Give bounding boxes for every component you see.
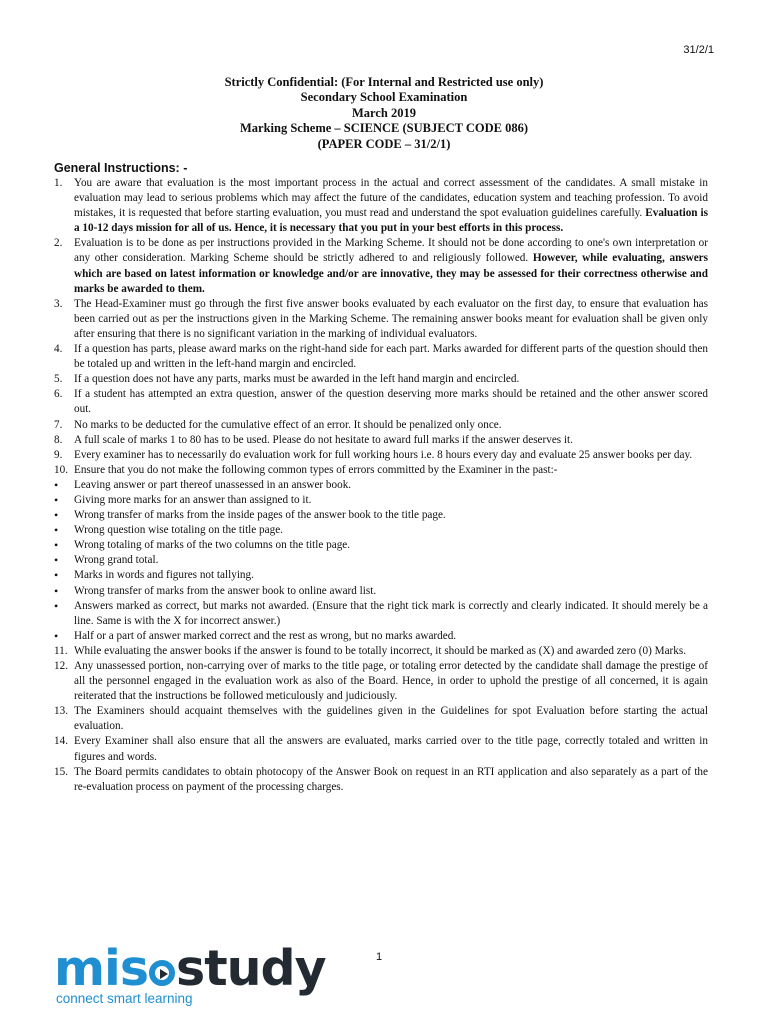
instruction-text (74, 704, 708, 734)
instruction-body: Wrong transfer of marks from the answer book to online award list. (74, 584, 377, 597)
logo-text-miso: mis (54, 940, 149, 997)
instruction-body: Half or a part of answer marked correct and the rest as wrong, but no marks awarded. (74, 629, 457, 642)
bullet-item (54, 629, 708, 644)
bullet-item (54, 599, 708, 629)
item-number: 12. (54, 660, 68, 672)
bullet-item (54, 553, 708, 568)
bullet-marker: • (54, 477, 59, 492)
instruction-text (74, 342, 708, 372)
instruction-text (74, 448, 708, 463)
item-number: 13. (54, 705, 68, 718)
instruction-item (54, 372, 708, 387)
bullet-marker: • (54, 523, 59, 538)
instruction-body: A full scale of marks 1 to 80 has to be used. Please do not hesitate to award full marks if the answer deserves it. (74, 433, 573, 446)
item-number: 1. (54, 177, 63, 189)
instruction-text (74, 418, 708, 433)
instruction-body: Marks in words and figures not tallying. (74, 569, 254, 582)
instruction-body: Every examiner has to necessarily do evaluation work for full working hours i.e. 8 hours every day and evaluate 25 answer books per day. (74, 448, 693, 461)
instruction-text (74, 734, 708, 764)
page-code: 31/2/1 (683, 44, 714, 56)
exam-date: March 2019 (352, 105, 416, 120)
instruction-body: The Board permits candidates to obtain photocopy of the Answer Book on request in an RTI application and also separately as a part of the re-evaluation process on payment of the processing charges. (74, 765, 708, 793)
instruction-body: Wrong grand total. (74, 554, 159, 567)
exam-name: Secondary School Examination (300, 90, 468, 105)
instruction-body: Wrong transfer of marks from the inside pages of the answer book to the title page. (74, 509, 446, 522)
instruction-text (74, 584, 708, 599)
item-number: 8. (54, 433, 63, 446)
logo-wordmark (54, 940, 326, 997)
item-number: 11. (54, 644, 68, 657)
instruction-text (74, 176, 708, 236)
instruction-item (54, 704, 708, 734)
instruction-text (74, 372, 708, 387)
bullet-item (54, 523, 708, 538)
instruction-body: If a question has parts, please award marks on the right-hand side for each part. Marks awarded for different parts of the question should then be totaled up and written in the left-hand margin and encircled. (74, 343, 708, 371)
instruction-text (74, 553, 708, 568)
instruction-body: Giving more marks for an answer than assigned to it. (74, 493, 312, 506)
bullet-item (54, 568, 708, 583)
logo-text-study: study (176, 940, 326, 997)
instruction-item (54, 644, 708, 659)
bullet-marker: • (54, 538, 59, 553)
general-instructions-heading: General Instructions: - (54, 161, 188, 175)
bullet-marker: • (54, 583, 59, 598)
instruction-text (74, 523, 708, 538)
instruction-text (74, 478, 708, 493)
instruction-item (54, 463, 708, 478)
item-number: 14. (54, 735, 68, 748)
instruction-text (74, 659, 708, 704)
instruction-text (74, 629, 708, 644)
item-number: 3. (54, 297, 63, 310)
instruction-body: Leaving answer or part thereof unassessed in an answer book. (74, 478, 352, 491)
instruction-item (54, 659, 708, 704)
bullet-marker: • (54, 628, 59, 643)
bullet-item (54, 478, 708, 493)
instruction-body: Every Examiner shall also ensure that all the answers are evaluated, marks carried over to the title page, correctly totaled and written in figures and words. (74, 735, 708, 763)
document-header (0, 75, 768, 152)
bullet-item (54, 584, 708, 599)
instruction-body: No marks to be deducted for the cumulative effect of an error. It should be penalized only once. (74, 418, 502, 431)
instruction-text (74, 433, 708, 448)
instruction-body: Wrong totaling of marks of the two columns on the title page. (74, 539, 351, 552)
instruction-body: The Examiners should acquaint themselves with the guidelines given in the Guidelines for spot Evaluation before starting the actual evaluation. (74, 705, 708, 733)
instruction-text (74, 387, 708, 417)
instruction-item (54, 418, 708, 433)
instruction-body: Ensure that you do not make the following common types of errors committed by the Examiner in the past:- (74, 463, 558, 476)
instruction-body: If a question does not have any parts, marks must be awarded in the left hand margin and encircled. (74, 373, 520, 386)
instruction-emphasis: However, while evaluating, answers which are based on latest information or knowledge and/or are innovative, they may be assessed for their correctness otherwise and marks be awarded to them. (74, 252, 709, 295)
misostudy-logo (54, 940, 334, 1007)
bullet-marker: • (54, 492, 59, 507)
item-number: 15. (54, 765, 68, 778)
item-number: 5. (54, 373, 63, 386)
instruction-emphasis: Evaluation is a 10-12 days mission for all of us. Hence, it is necessary that you put in your best efforts in this process. (74, 207, 709, 235)
instruction-text (74, 765, 708, 795)
instruction-text (74, 508, 708, 523)
instruction-body: Wrong question wise totaling on the title page. (74, 524, 283, 537)
instruction-body: Answers marked as correct, but marks not awarded. (Ensure that the right tick mark is correctly and clearly indicated. It should merely be a line. Same is with the X for incorrect answer.) (74, 599, 708, 627)
instruction-body: If a student has attempted an extra question, answer of the question deserving more marks should be retained and the other answer scored out. (74, 388, 708, 416)
bullet-marker: • (54, 553, 59, 568)
instruction-text (74, 463, 708, 478)
instruction-text (74, 599, 708, 629)
instruction-item (54, 342, 708, 372)
bullet-marker: • (54, 508, 59, 523)
instruction-item (54, 734, 708, 764)
instruction-body: While evaluating the answer books if the answer is found to be totally incorrect, it should be marked as (X) and awarded zero (0) Marks. (74, 644, 687, 657)
item-number: 7. (54, 418, 63, 431)
instruction-item (54, 297, 708, 342)
instruction-body: The Head-Examiner must go through the first five answer books evaluated by each evaluator on the first day, to ensure that evaluation has been carried out as per the instructions given in the Marking Scheme. The remaining answer books meant for evaluation shall be given only after ensuring that there is no significant variation in the marking of individual evaluators. (74, 297, 708, 340)
page-number: 1 (376, 951, 383, 963)
instruction-text (74, 493, 708, 508)
marking-scheme-title: Marking Scheme – SCIENCE (SUBJECT CODE 086) (240, 121, 528, 136)
item-number: 10. (54, 463, 68, 476)
paper-code: (PAPER CODE – 31/2/1) (317, 136, 451, 151)
item-number: 4. (54, 343, 63, 356)
instruction-item (54, 176, 708, 236)
bullet-marker: • (54, 568, 59, 583)
bullet-marker: • (54, 598, 59, 613)
instruction-item (54, 236, 708, 296)
instruction-item (54, 387, 708, 417)
instruction-body: Evaluation is to be done as per instructions provided in the Marking Scheme. It should not be done according to one's own interpretation or any other consideration. Marking Scheme should be strictly adhered to and religiously followed. (74, 237, 708, 265)
item-number: 6. (54, 388, 63, 401)
instructions-list (54, 176, 708, 795)
bullet-item (54, 508, 708, 523)
item-number: 2. (54, 237, 63, 250)
bullet-item (54, 493, 708, 508)
bullet-item (54, 538, 708, 553)
instruction-text (74, 236, 708, 296)
confidential-line: Strictly Confidential: (For Internal and Restricted use only) (224, 75, 544, 89)
instruction-item (54, 433, 708, 448)
logo-tagline: connect smart learning (56, 991, 193, 1006)
instruction-item (54, 765, 708, 795)
instruction-text (74, 538, 708, 553)
instruction-body: You are aware that evaluation is the most important process in the actual and correct assessment of the candidates. A small mistake in evaluation may lead to serious problems which may affect the future of the candidates, education system and teaching profession. To avoid mistakes, it is requested that before starting evaluation, you must read and understand the spot evaluation guidelines carefully. (74, 177, 708, 220)
instruction-text (74, 297, 708, 342)
item-number: 9. (54, 448, 63, 461)
logo-play-icon (149, 960, 175, 986)
instruction-body: Any unassessed portion, non-carrying over of marks to the title page, or totaling error detected by the candidate shall damage the prestige of all the personnel engaged in the evaluation work as also of the Board. Hence, in order to uphold the prestige of all concerned, it is again reiterated that the instructions be followed meticulously and judiciously. (74, 660, 708, 703)
instruction-text (74, 568, 708, 583)
instruction-item (54, 448, 708, 463)
instruction-text (74, 644, 708, 659)
